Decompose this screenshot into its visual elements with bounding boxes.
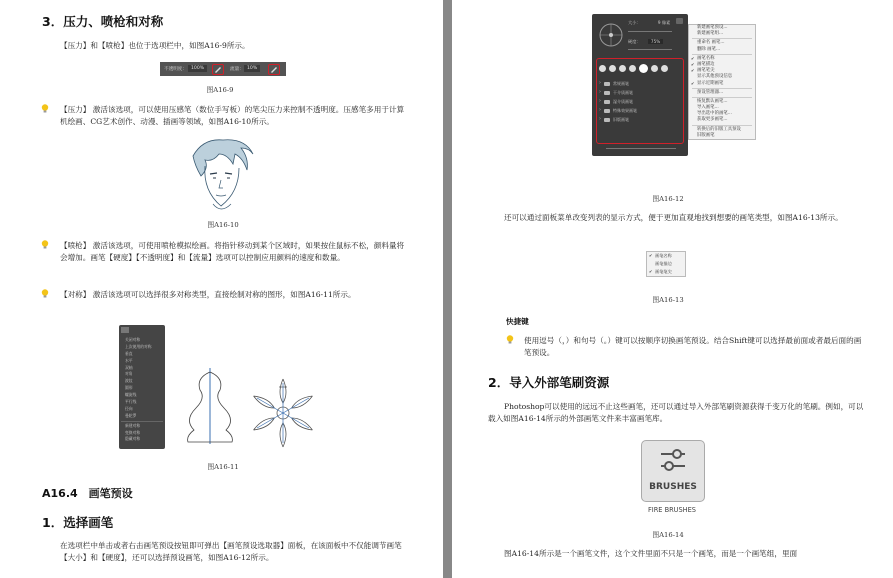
lightbulb-icon	[41, 289, 49, 298]
panel-menu-item[interactable]: 恢复默认画笔...	[697, 98, 728, 104]
panel-menu-item[interactable]: 新建画笔预设...	[697, 25, 728, 30]
tip-pressure: 【压力】 激活该选项，可以使用压感笔（数位手写板）的笔尖压力来控制不透明度。压感笔多用于计算机绘画、CG艺术创作、动漫、插画等领域，如图A16-10所示。	[60, 105, 405, 126]
opacity-label: 不透明度：	[164, 67, 187, 72]
brush-folder-label: 特殊效果画笔	[613, 108, 637, 113]
menu-separator	[121, 421, 163, 422]
panel-menu-item[interactable]: 重命名 画笔...	[697, 40, 725, 46]
tip-symmetry: 【对称】 激活该选项可以选择很多对称类型，直接绘制对称的图形，如图A16-11所示。	[60, 290, 356, 299]
chevron-right-icon: ›	[599, 107, 601, 113]
panel-menu-item[interactable]: 导入画笔...	[697, 105, 719, 111]
lightbulb-icon	[506, 335, 514, 344]
opacity-value: 100%	[188, 65, 207, 72]
folder-icon	[604, 82, 610, 86]
brush-folder-label: 常规画笔	[613, 81, 629, 86]
figure-a16-9-toolbar	[160, 62, 286, 76]
airbrush-icon	[268, 64, 280, 75]
section-a16-4-heading: A16.4 画笔预设	[42, 487, 133, 500]
display-mode-menu	[646, 251, 686, 277]
brush-list-highlight	[596, 58, 684, 144]
right-page	[452, 0, 893, 578]
size-slider[interactable]	[628, 31, 672, 32]
brushes-icon-text: BRUSHES	[649, 482, 697, 492]
recent-brushes-row	[599, 62, 679, 74]
symmetry-menu-item[interactable]: 径向	[125, 405, 133, 411]
intro-paragraph: 【压力】和【喷枪】也位于选项栏中，如图A16-9所示。	[60, 41, 250, 50]
folder-icon	[604, 118, 610, 122]
shortcut-text: 使用逗号（，）和句号（。）键可以按顺序切换画笔预设。结合Shift键可以选择最前面或者最后面的画笔预设。	[524, 336, 862, 357]
brush-folder-item[interactable]	[599, 88, 679, 97]
section-heading-1: 1．选择画笔	[42, 515, 114, 530]
display-mode-item[interactable]: ✔ 画笔名称	[647, 252, 685, 260]
figure-a16-14-caption: 图A16-14	[652, 531, 684, 539]
panel-menu-item[interactable]: ✔ 画笔笔尖	[689, 68, 755, 74]
symmetry-menu-item[interactable]: 曼陀罗	[125, 412, 137, 418]
section-heading-3: 3．压力、喷枪和对称	[42, 14, 164, 29]
size-value: 9 像素	[657, 20, 671, 25]
figure-a16-13-caption: 图A16-13	[652, 296, 684, 304]
symmetry-menu-item[interactable]: 波纹	[125, 378, 133, 384]
symmetry-menu-item[interactable]: 新建对称	[125, 422, 141, 428]
panel-menu-item[interactable]: 获取更多画笔...	[697, 117, 728, 123]
panel-menu-item[interactable]: 显示其他预设信息	[697, 74, 733, 80]
flow-label: 流量：	[230, 67, 244, 72]
pressure-opacity-icon	[212, 64, 224, 75]
chevron-right-icon: ›	[599, 116, 601, 122]
figure-a16-10-sketch	[183, 136, 261, 216]
symmetry-menu-item[interactable]: 螺旋线	[125, 392, 137, 398]
lightbulb-icon	[41, 240, 49, 249]
menu-separator	[692, 125, 752, 126]
panel-menu-item[interactable]: 导出选中的画笔...	[697, 111, 732, 117]
symmetry-mandala-drawing	[245, 375, 321, 451]
symmetry-vase-drawing	[176, 368, 246, 444]
panel-menu-item[interactable]: ✔ 显示近期画笔	[689, 81, 755, 87]
brush-folder-item[interactable]	[599, 115, 679, 124]
fire-brushes-file-icon	[641, 440, 705, 502]
gear-icon[interactable]	[676, 18, 683, 24]
symmetry-menu-item[interactable]: 圆形	[125, 385, 133, 391]
menu-separator	[692, 97, 752, 98]
brush-folder-label: 湿介质画笔	[613, 99, 633, 104]
brush-folder-label: 干介质画笔	[613, 90, 633, 95]
chevron-right-icon: ›	[599, 98, 601, 104]
hardness-slider[interactable]	[628, 49, 672, 50]
fire-brushes-label: FIRE BRUSHES	[647, 506, 696, 514]
symmetry-menu-item[interactable]: 水平	[125, 357, 133, 363]
display-mode-item[interactable]: ✔ 画笔笔尖	[647, 268, 685, 276]
symmetry-menu-item[interactable]: 变换对称	[125, 429, 141, 435]
hardness-value: 75%	[648, 39, 663, 44]
preview-size-slider[interactable]	[606, 148, 676, 149]
menu-separator	[692, 88, 752, 89]
symmetry-menu-item[interactable]: 垂直	[125, 350, 133, 356]
panel-menu-item[interactable]: 转换后的旧版工具预设	[697, 126, 741, 132]
left-page	[0, 0, 443, 578]
symmetry-menu-item[interactable]: 双轴	[125, 364, 133, 370]
figure-a16-11-caption: 图A16-11	[207, 463, 239, 471]
hardness-label: 硬度：	[628, 39, 641, 44]
symmetry-menu-item[interactable]: 上次使用的对称	[125, 343, 152, 349]
panel-menu-item[interactable]: 预设管理器...	[697, 89, 724, 95]
sliders-icon	[659, 447, 687, 473]
flow-value: 10%	[244, 65, 260, 72]
brush-angle-icon	[598, 22, 624, 48]
tip-airbrush: 【喷枪】 激活该选项，可使用喷枪模拟绘画。将指针移动到某个区域时，如果按住鼠标不松，颜料量将会增加。画笔【硬度】【不透明度】和【流量】选项可以控制应用颜料的速度和数量。	[60, 241, 405, 262]
panel-menu-item[interactable]: 旧版画笔	[697, 132, 715, 138]
symmetry-menu-item[interactable]: 隐藏对称	[125, 436, 141, 442]
panel-menu-item[interactable]: ✔ 画笔描边	[689, 62, 755, 68]
paragraph-select-brush: 在选项栏中单击或者右击画笔预设按钮即可弹出【画笔预设选取器】面板，在该面板中不仅能调节画笔【大小】和【硬度】，还可以选择预设画笔，如图A16-12所示。	[60, 541, 402, 562]
brush-panel-menu	[688, 24, 756, 140]
brush-folder-item[interactable]	[599, 106, 679, 115]
symmetry-icon	[121, 327, 129, 333]
section-heading-2: 2．导入外部笔刷资源	[488, 375, 610, 390]
brush-folder-item[interactable]	[599, 97, 679, 106]
brush-preset-picker	[592, 14, 688, 156]
symmetry-menu-item[interactable]: 关闭对称	[125, 337, 141, 342]
brush-folder-item[interactable]	[599, 79, 679, 88]
panel-menu-item[interactable]: 新建画笔组...	[697, 31, 724, 37]
symmetry-menu	[119, 325, 165, 449]
folder-icon	[604, 100, 610, 104]
panel-menu-item[interactable]: 删除 画笔...	[697, 46, 721, 52]
size-label: 大小：	[628, 20, 641, 25]
paragraph-tail: 图A16-14所示是一个画笔文件，这个文件里面不只是一个画笔，而是一个画笔组，里面	[504, 549, 798, 558]
brush-folder-label: 旧版画笔	[613, 117, 629, 122]
figure-a16-12-caption: 图A16-12	[652, 195, 684, 203]
chevron-right-icon: ›	[599, 89, 601, 95]
lightbulb-icon	[41, 104, 49, 113]
figure-a16-9-caption: 图A16-9	[206, 86, 234, 94]
paragraph-panel-menu: 还可以通过面板菜单改变列表的显示方式，便于更加直观地找到想要的画笔类型，如图A16-13所示。	[504, 213, 843, 222]
folder-icon	[604, 109, 610, 113]
paragraph-import: Photoshop可以使用的远远不止这些画笔，还可以通过导入外部笔刷资源获得千变万化的笔刷。例如，可以载入如图A16-14所示的外部画笔文件来丰富画笔库。	[488, 402, 864, 423]
display-mode-item[interactable]: 画笔描边	[655, 261, 672, 266]
symmetry-menu-item[interactable]: 对角	[125, 371, 133, 377]
shortcut-heading: 快捷键	[506, 317, 529, 326]
panel-menu-item[interactable]: ✔ 画笔名称	[689, 56, 755, 62]
chevron-right-icon: ›	[599, 80, 601, 86]
symmetry-menu-item[interactable]: 平行线	[125, 399, 137, 405]
folder-icon	[604, 91, 610, 95]
figure-a16-10-caption: 图A16-10	[207, 221, 239, 229]
menu-separator	[692, 54, 752, 55]
